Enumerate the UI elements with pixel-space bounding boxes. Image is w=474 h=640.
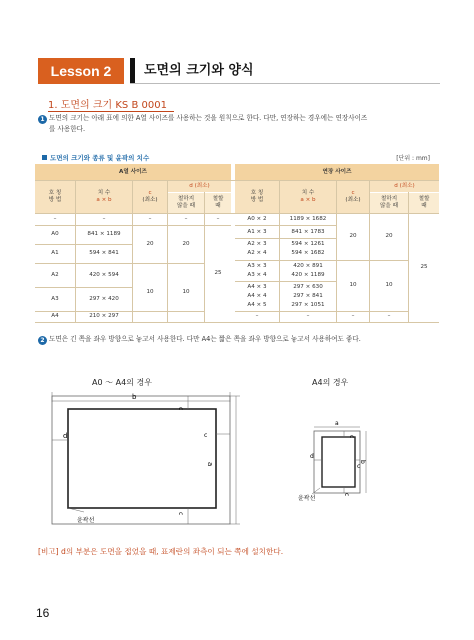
right-row-size: –: [306, 313, 310, 319]
left-row-name: A3: [51, 295, 59, 302]
right-row-size: 1189 × 1682: [289, 215, 327, 222]
header-right-axb: a × b: [300, 197, 316, 203]
left-row-name: A4: [51, 313, 59, 319]
a4-outline-frame: [322, 437, 355, 487]
header-a-series: A열 사이즈: [35, 164, 231, 180]
right-dash-c: –: [351, 313, 355, 319]
header-left-d-text: d (최소): [189, 183, 210, 189]
a4-dim-c-right: c: [357, 463, 361, 470]
left-row-size: 297 × 420: [89, 295, 119, 302]
number-badge-2: 2: [38, 336, 47, 345]
right-row-size: 420 × 891: [293, 263, 323, 269]
header-right-dim-text: 치 수: [301, 190, 315, 196]
unit-label: [단위 : mm]: [396, 155, 430, 162]
right-row-name: A3 × 4: [247, 272, 267, 278]
lesson-badge: Lesson 2: [38, 58, 124, 84]
header-left-bound: 철할 때: [205, 193, 231, 213]
right-row-name: A2 × 3: [247, 241, 267, 247]
a4-dim-a: a: [335, 420, 339, 427]
paragraph-1-line2: 를 사용한다.: [49, 125, 86, 133]
header-right-notbound: 철하지 않을 때: [370, 193, 408, 213]
right-dash-d1: –: [387, 313, 391, 319]
header-left-min: (최소): [142, 197, 158, 203]
right-row-size: 594 × 1682: [291, 250, 325, 256]
header-right-symbol: 호 칭 방 법: [235, 181, 279, 213]
header-right-min: (최소): [345, 197, 361, 203]
right-row-size: 297 × 1051: [291, 302, 325, 308]
outline-label: 윤곽선: [77, 517, 95, 524]
a4-dim-c-top: c: [348, 435, 355, 439]
left-row-size: 210 × 297: [89, 313, 119, 319]
right-row-name: A2 × 4: [247, 250, 267, 256]
right-row-name: A4 × 4: [247, 293, 267, 299]
right-row-name: –: [255, 313, 259, 319]
dim-d-label: d: [63, 432, 68, 440]
dim-c-bottom: c: [177, 512, 184, 516]
right-row-size: 841 × 1783: [291, 228, 325, 235]
right-row-size: 420 × 1189: [291, 272, 325, 278]
a4-dim-d: d: [310, 453, 314, 460]
header-ext-series: 연장 사이즈: [235, 164, 439, 180]
table-title-text: 도면의 크기와 종류 및 윤곽의 치수: [50, 154, 150, 162]
paragraph-1-line1: 도면의 크기는 아래 표에 의한 A열 사이즈를 사용하는 것을 원칙으로 한다. 다만, 연장하는 경우에는 연장사이즈: [49, 114, 368, 122]
left-dash-c: –: [148, 215, 152, 222]
header-right-d-text: d (최소): [394, 183, 415, 189]
dim-a-label: a: [206, 462, 214, 467]
right-row-name: A4 × 5: [247, 302, 267, 308]
section-title: 1. 도면의 크기 KS B 0001: [48, 100, 167, 111]
left-d1-small: 10: [182, 289, 190, 295]
left-row-size: –: [102, 215, 106, 222]
left-d1-large: 20: [182, 240, 190, 247]
a4-sheet: [314, 431, 360, 493]
dim-c-top: c: [177, 407, 184, 411]
header-left-c-text: c: [148, 190, 152, 196]
left-row-size: 420 × 594: [89, 271, 119, 278]
a4-dim-c-bottom: c: [343, 493, 350, 497]
right-d2: 25: [420, 264, 428, 270]
page-number: 16: [36, 606, 50, 620]
right-row-size: 297 × 630: [293, 284, 323, 290]
left-row-name: A1: [51, 250, 59, 256]
right-row-size: 594 × 1261: [291, 241, 325, 247]
header-right-bound: 철할 때: [409, 193, 439, 213]
left-row-size: 594 × 841: [89, 250, 119, 256]
header-left-axb: a × b: [96, 197, 112, 203]
right-d1-large: 20: [385, 233, 393, 239]
a4-outline-label: 윤곽선: [298, 495, 316, 502]
number-badge-1: 1: [38, 115, 47, 124]
outline-frame: [68, 409, 216, 508]
right-row-name: A4 × 3: [247, 284, 267, 290]
figure-left-label: A0 ～ A4의 경우: [92, 378, 152, 387]
header-left-notbound: 철하지 않을 때: [168, 193, 204, 213]
dim-c-right: c: [204, 432, 208, 439]
left-row-name: –: [53, 215, 57, 222]
footnote: [비고] d의 부분은 도면을 접었을 때, 표제란의 좌측이 되는 쪽에 설치한다.: [38, 547, 284, 556]
a4-dim-b: b: [359, 460, 366, 464]
left-dash-d2: –: [216, 215, 220, 222]
header-left-symbol: 호 칭 방 법: [35, 181, 75, 213]
right-row-name: A0 × 2: [247, 215, 267, 222]
right-row-name: A1 × 3: [247, 228, 267, 235]
right-c-large: 20: [349, 233, 357, 239]
outer-sheet: [52, 396, 230, 524]
left-row-name: A0: [51, 231, 59, 237]
right-row-size: 297 × 841: [293, 293, 323, 299]
dim-b-label: b: [132, 393, 137, 401]
figure-right-label: A4의 경우: [312, 378, 349, 387]
header-left-dim-text: 치 수: [97, 190, 111, 196]
paragraph-2-text: 도면은 긴 쪽을 좌우 방향으로 놓고서 사용한다. 다만 A4는 짧은 쪽을 좌우 방향으로 놓고서 사용하여도 좋다.: [49, 335, 361, 343]
header-right-c-text: c: [351, 190, 355, 196]
left-c-small: 10: [146, 289, 154, 295]
page-title: 도면의 크기와 양식: [144, 63, 254, 78]
left-dash-d1: –: [184, 215, 188, 222]
left-d2: 25: [214, 270, 222, 276]
right-row-name: A3 × 3: [247, 263, 267, 269]
left-row-name: A2: [51, 271, 59, 278]
left-row-size: 841 × 1189: [87, 231, 121, 237]
right-c-small: 10: [349, 282, 357, 288]
right-d1-small: 10: [385, 282, 393, 288]
left-c-large: 20: [146, 240, 154, 247]
